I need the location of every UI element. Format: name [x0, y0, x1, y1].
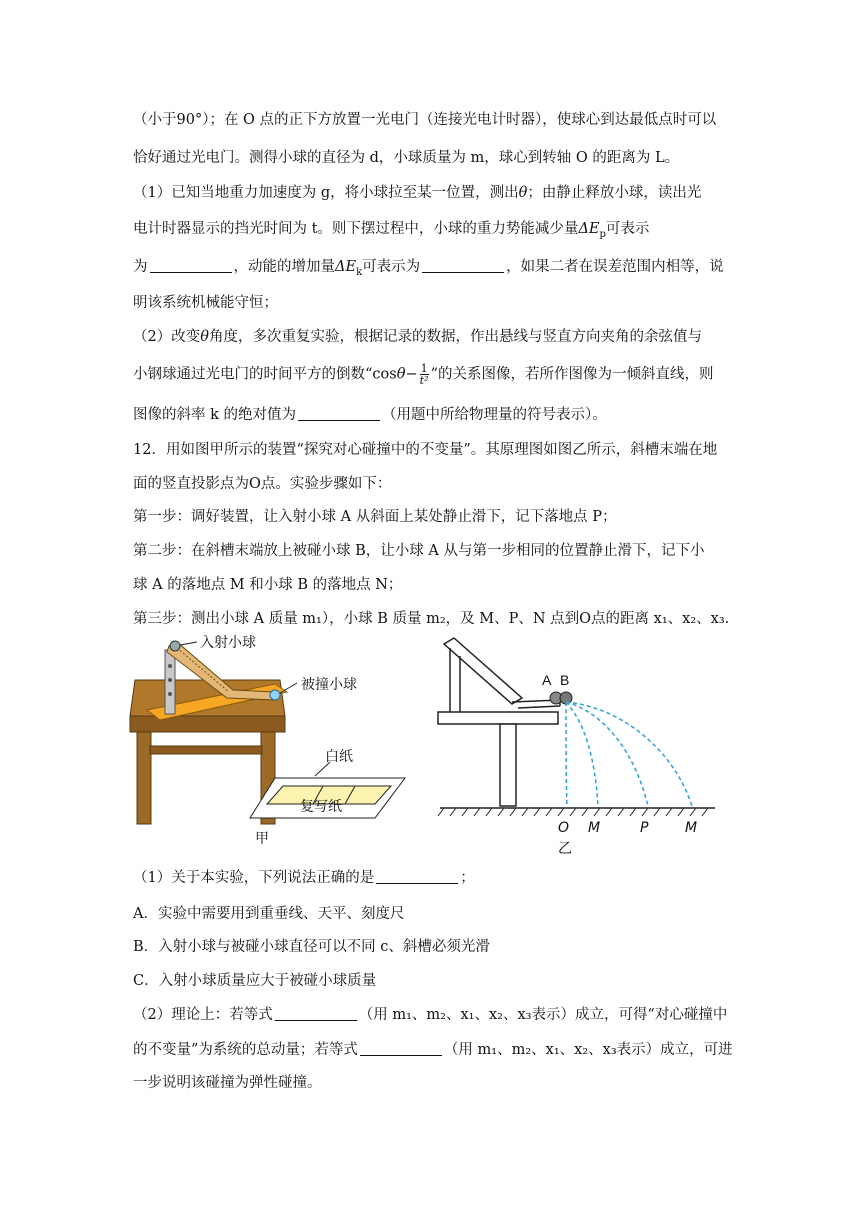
label-m-second: M	[685, 820, 698, 836]
incident-ball	[170, 641, 180, 651]
answer-blank[interactable]	[150, 258, 232, 273]
option-c: C．入射小球质量应大于被碰小球质量	[133, 973, 377, 989]
trajectory-o	[566, 702, 567, 806]
question-2-line-2: 的不变量”为系统的总动量；若等式 （用 m₁、m₂、x₁、x₂、x₃表示）成立，可进	[133, 1042, 733, 1058]
question-2-line-3: 一步说明该碰撞为弹性碰撞。	[133, 1075, 322, 1091]
text-line-8: 小钢球通过光电门的时间平方的倒数“cosθ− $\frac{1}{\text{t²}}$ ”的关系图像，若所作图像为一倾斜直线，则	[133, 362, 714, 387]
label-white-paper: 白纸	[325, 749, 353, 765]
answer-blank[interactable]	[298, 406, 380, 421]
text-line-12: 第一步：调好装置，让入射小球 A 从斜面上某处静止滑下，记下落地点 P；	[133, 509, 617, 525]
label-p: P	[640, 820, 649, 836]
text-line-7: （2）改变θ角度，多次重复实验，根据记录的数据，作出悬线与竖直方向夹角的余弦值与	[133, 329, 702, 345]
option-a: A．实验中需要用到重垂线、天平、刻度尺	[133, 906, 405, 922]
label-target-ball: 被撞小球	[301, 677, 357, 693]
answer-blank[interactable]	[360, 1041, 442, 1056]
text-line-6: 明该系统机械能守恒；	[133, 295, 278, 311]
text-line-2: 恰好通过光电门。测得小球的直径为 d，小球质量为 m，球心到转轴 O 的距离为 L。	[133, 150, 680, 166]
inclined-chute	[444, 638, 522, 704]
answer-blank[interactable]	[376, 869, 458, 884]
label-m: M	[588, 820, 601, 836]
figure-caption-jia: 甲	[255, 831, 269, 847]
apparatus-figure	[125, 628, 415, 853]
option-b: B．入射小球与被碰小球直径可以不同 c、斜槽必须光滑	[133, 939, 490, 955]
fraction: $\frac{1}{\text{t²}}$	[419, 362, 429, 387]
ground-hatching	[438, 808, 708, 816]
text-line-9: 图像的斜率 k 的绝对值为 （用题中所给物理量的符号表示）。	[133, 407, 607, 423]
text-line-11: 面的竖直投影点为O点。实验步骤如下：	[133, 476, 392, 492]
text-line-15: 第三步：测出小球 A 质量 m₁），小球 B 质量 m₂，及 M、P、N 点到O点的距离 x₁、x₂、x₃.	[133, 611, 730, 627]
text-line-5: 为 ，动能的增加量$\Delta E_k$可表示为 ，如果二者在误差范围内相等，说	[133, 259, 724, 278]
figure-caption-yi: 乙	[558, 841, 572, 857]
label-b: B	[560, 672, 570, 688]
label-o: O	[558, 820, 570, 836]
text-line-14: 球 A 的落地点 M 和小球 B 的落地点 N；	[133, 577, 403, 593]
text-line-4: 电计时器显示的挡光时间为 t。则下摆过程中，小球的重力势能减少量$\Delta E_p$可表示	[133, 221, 650, 240]
label-carbon-paper: 复写纸	[300, 799, 342, 815]
support-column	[500, 724, 516, 806]
label-a: A	[542, 672, 552, 688]
label-incident-ball: 入射小球	[200, 635, 256, 651]
trajectory-p	[566, 702, 648, 806]
text-line-1: （小于90°）；在 O 点的正下方放置一光电门（连接光电计时器），使球心到达最低点时可以	[133, 112, 717, 128]
trajectory-m	[566, 702, 598, 806]
question-2-line-1: （2）理论上：若等式 （用 m₁、m₂、x₁、x₂、x₃表示）成立，可得“对心碰撞中	[133, 1007, 728, 1023]
table-edge	[130, 716, 285, 732]
trajectory-n	[566, 702, 692, 806]
answer-blank[interactable]	[275, 1006, 357, 1021]
platform	[438, 712, 558, 724]
table-leg	[137, 732, 151, 824]
target-ball	[270, 690, 280, 700]
text-line-10: 12．用如图甲所示的装置“探究对心碰撞中的不变量”。其原理图如图乙所示，斜槽末端在地	[133, 442, 718, 458]
question-1: （1）关于本实验，下列说法正确的是 ；	[133, 870, 475, 886]
answer-blank[interactable]	[422, 258, 504, 273]
text-line-3: （1）已知当地重力加速度为 g，将小球拉至某一位置，测出θ；由静止释放小球，读出光	[133, 185, 702, 201]
table-rail	[150, 746, 262, 754]
text-line-13: 第二步：在斜槽末端放上被碰小球 B，让小球 A 从与第一步相同的位置静止滑下，记下小	[133, 543, 705, 559]
